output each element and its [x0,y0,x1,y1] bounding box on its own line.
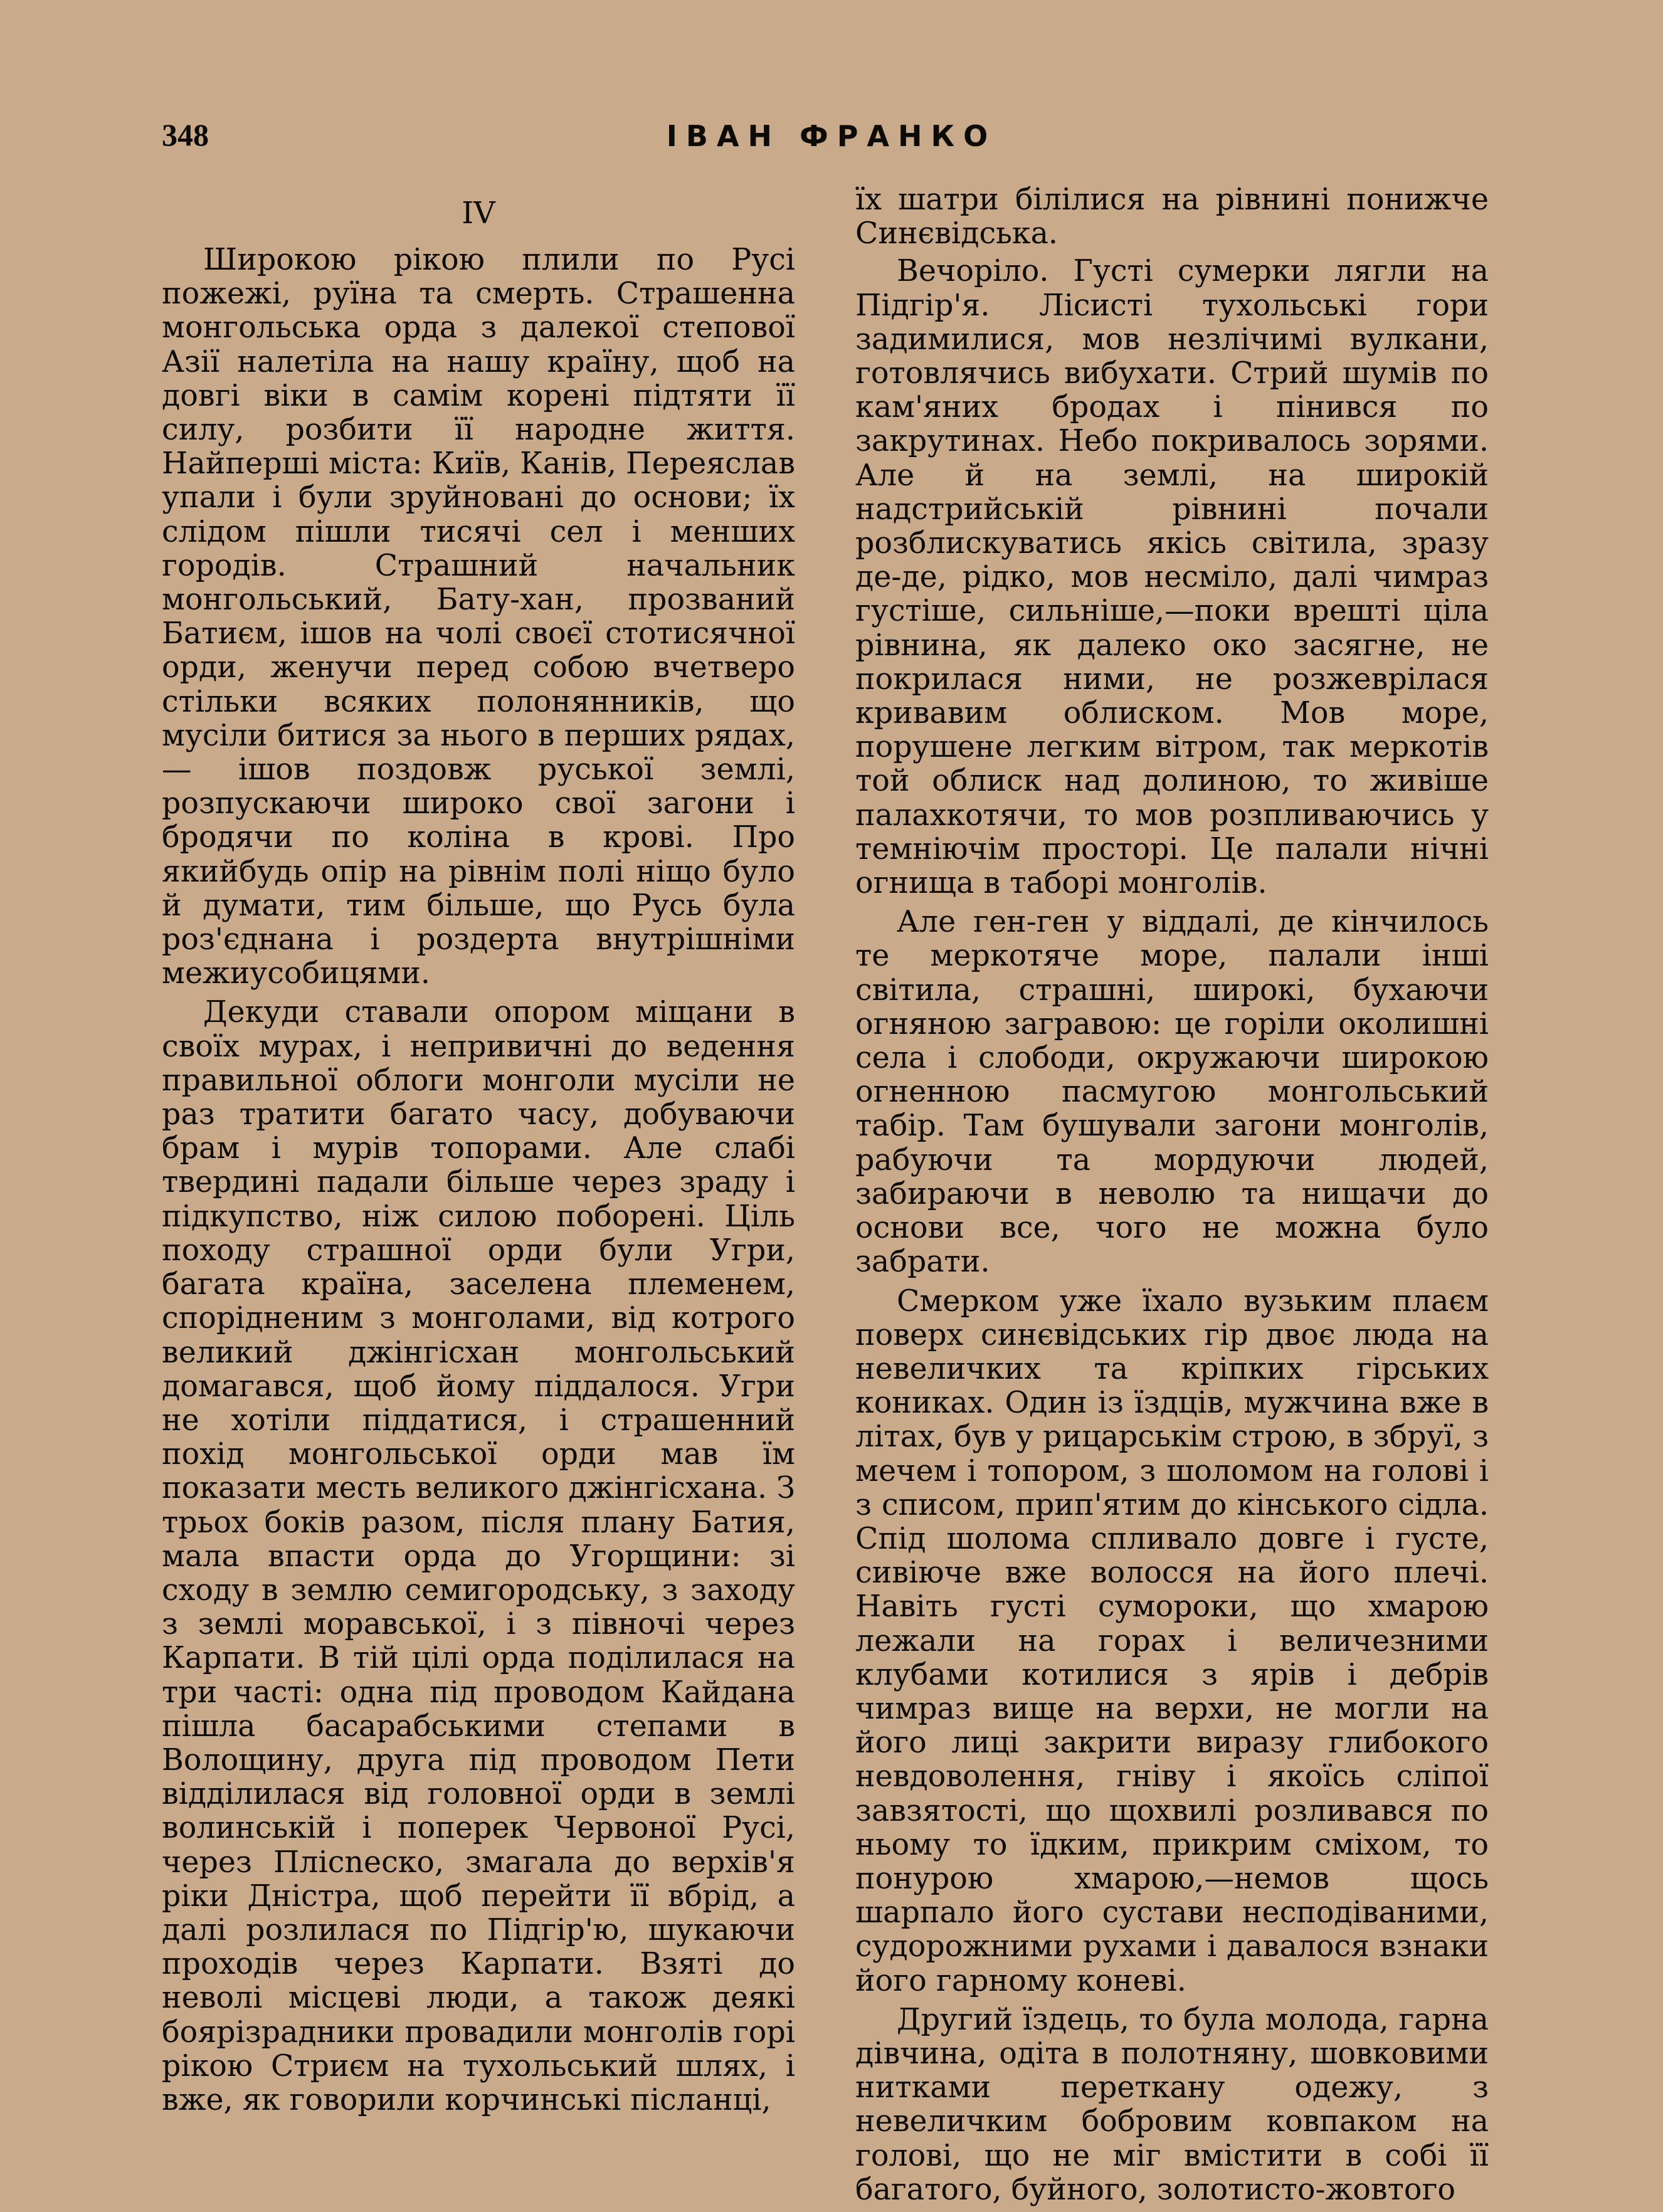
paragraph: їх шатри білілися на рівнині понижче Синєвідська. [855,182,1489,251]
section-numeral: IV [462,196,495,231]
paragraph: Але ген-ген у віддалі, де кінчилось те меркотяче море, палали інші світила, страшні, широкі, бухаючи огняною загравою: це горіли околишні села і слободи, окружаючи широкою огненною пасмугою монгольський табір. Там бушували загони монголів, рабуючи та мордуючи людей, забираючи в неволю та нищачи до основи все, чого не можна було забрати. [855,905,1489,1280]
page-number: 348 [162,117,209,152]
paragraph: Смерком уже їхало вузьким плаєм поверх синєвідських гір двоє люда на невеличких та кріпких гірських кониках. Один із їздців, мужчина вже в літах, був у рицарськім строю, в збруї, з мечем і топором, з шоломом на голові і з списом, прип'ятим до кінського сідла. Спід шолома спливало довге і густе, сивіюче вже волосся на його плечі. Навіть густі сумороки, що хмарою лежали на горах і величезними клубами котилися з ярів і дебрів чимраз вище на верхи, не могли на його лиці закрити виразу глибокого невдоволення, гніву і якоїсь сліпої завзятості, що щохвилі розливався по ньому то їдким, прикрим сміхом, то понурою хмарою,—немов щось шарпало його сустави несподіваними, судорожними рухами і давалося взнаки його гарному коневі. [855,1283,1489,1998]
right-column [855,183,1489,2212]
left-column [162,183,795,2122]
paragraph: Декуди ставали опором міщани в своїх мурах, і непривичні до ведення правильної облоги монголи мусіли не раз тратити багато часу, добуваючи брам і мурів топорами. Але слабі твердині падали більше через зраду і підкупство, ніж силою поборені. Ціль походу страшної орди були Угри, багата країна, заселена племенем, спорідненим з монголами, від котрого великий джінгісхан монгольський домагався, щоб йому піддалося. Угри не хотіли піддатися, і страшенний похід монгольської орди мав їм показати месть великого джінгісхана. З трьох боків разом, після плану Батия, мала впасти орда до Угорщини: зі сходу в землю семигородську, з заходу з землі моравської, і з півночі через Карпати. В тій цілі орда поділилася на три часті: одна під проводом Кайдана пішла басарабськими степами в Волощину, друга під проводом Пети відділилася від головної орди в землі волинській і поперек Червоної Русі, через Плісneско, змагала до верхів'я ріки Дністра, щоб перейти її вбрід, а далі розлилася по Підгір'ю, шукаючи проходів через Карпати. Взяті до неволі місцеві люди, а також деякі боярізрадники провадили монголів горі рікою Стриєм на тухольський шлях, і вже, як говорили корчинські післанці, [162,995,795,2117]
paragraph: Вечоріло. Густі сумерки лягли на Підгір'я. Лісисті тухольські гори задимилися, мов незлічимі вулкани, готовлячись вибухати. Стрий шумів по кам'яних бродах і пінився по закрутинах. Небо покривалось зорями. Але й на землі, на широкій надстрийській рівнині почали розблискуватись якісь світила, зразу де-де, рідко, мов несміло, далі чимраз густіше, сильніше,—поки врешті ціла рівнина, як далеко око засягне, не покрилася ними, не розжеврілася кривавим облиском. Мов море, порушене легким вітром, так меркотів той облиск над долиною, то живіше палахкотячи, то мов розпливаючись у темніючім просторі. Це палали нічні огнища в таборі монголів. [855,254,1489,901]
paragraph: Другий їздець, то була молода, гарна дівчина, одіта в полотняну, шовковими нитками переткану одежу, з невеличким бобровим ковпаком на голові, що не міг вмістити в собі її багатого, буйного, золотисто-жовтого [855,2002,1489,2207]
running-title: ІВАН ФРАНКО [666,119,997,153]
paragraph: Широкою рікою плили по Русі пожежі, руїна та смерть. Страшенна монгольська орда з далекої степової Азії налетіла на нашу країну, щоб на довгі віки в самім корені підтяти її силу, розбити її народне життя. Найперші міста: Київ, Канів, Переяслав упали і були зруйновані до основи; їх слідом пішли тисячі сел і менших городів. Страшний начальник монгольський, Бату-хан, прозваний Батиєм, ішов на чолі своєї стотисячної орди, женучи перед собою вчетверо стільки всяких полонянників, що мусіли битися за нього в перших рядах,— ішов поздовж руської землі, розпускаючи широко свої загони і бродячи по коліна в крові. Про якийбудь опір на рівнім полі ніщо було й думати, тим більше, що Русь була роз'єднана і роздерта внутрішніми межиусобицями. [162,243,795,991]
